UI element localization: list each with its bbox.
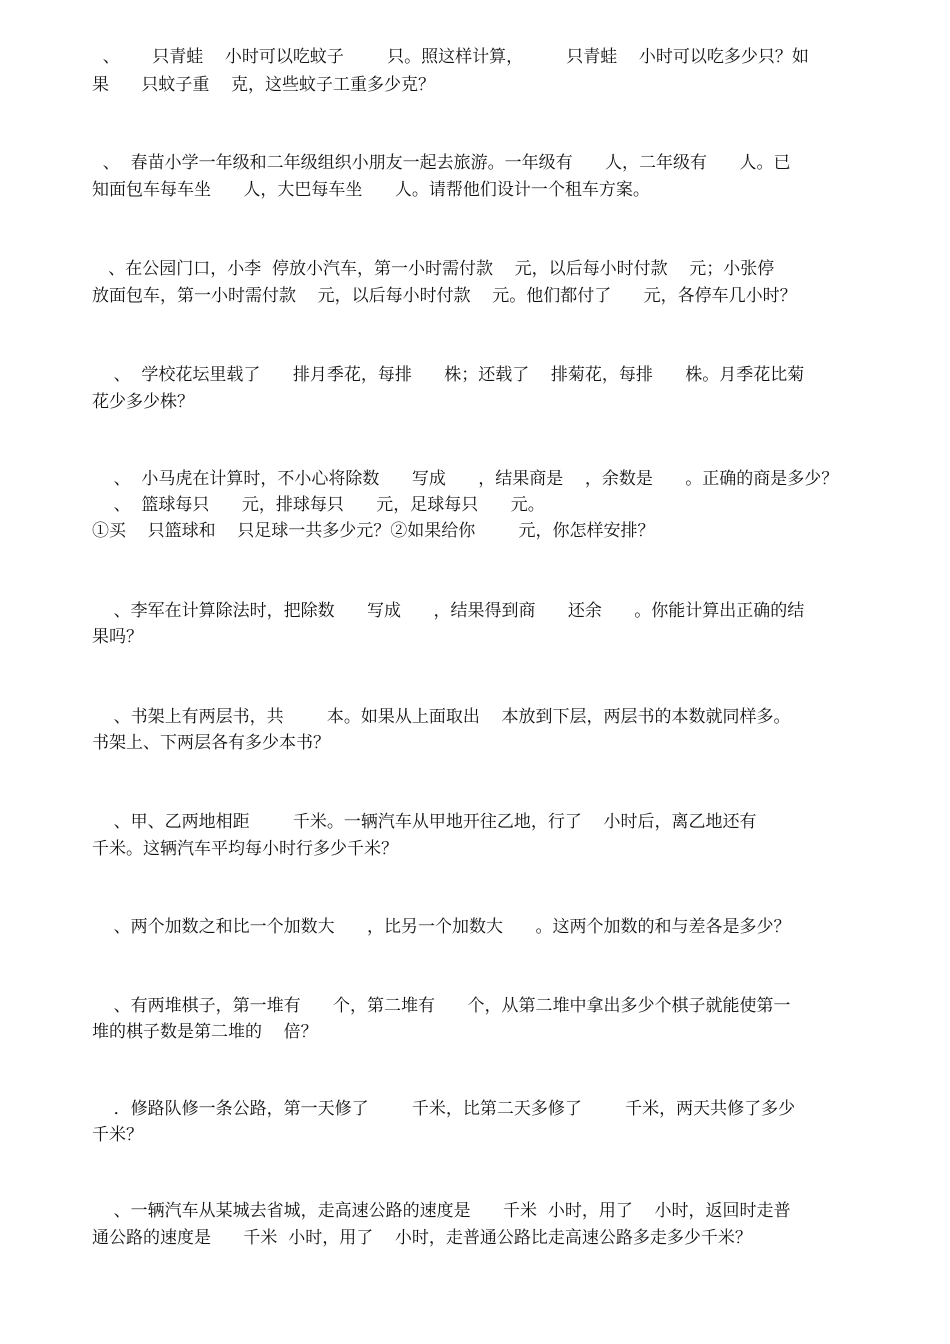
problem-11-line-2: 千米？ [92,1125,143,1145]
problem-10-line-1: 、有两堆棋子，第一堆有 个，第二堆有 个，从第二堆中拿出多少个棋子就能使第一 [92,996,791,1016]
problem-8-line-1: 、甲、乙两地相距 千米。一辆汽车从甲地开往乙地，行了 小时后，离乙地还有 [92,812,757,832]
problem-5-line-3: ①买 只篮球和 只足球一共多少元？②如果给你 元，你怎样安排？ [92,521,655,541]
problem-5-line-2: 、 篮球每只 元，排球每只 元，足球每只 元。 [92,495,545,515]
problem-11-line-1: ．修路队修一条公路，第一天修了 千米，比第二天多修了 千米，两天共修了多少 [92,1099,796,1119]
problem-12-line-2: 通公路的速度是 千米 小时，用了 小时，走普通公路比走高速公路多走多少千米？ [92,1228,752,1248]
problem-12-line-1: 、一辆汽车从某城去省城，走高速公路的速度是 千米 小时，用了 小时，返回时走普 [92,1201,791,1221]
problem-1-line-2: 果 只蚊子重 克，这些蚊子工重多少克？ [92,75,436,95]
problem-8-line-2: 千米。这辆汽车平均每小时行多少千米？ [92,839,398,859]
problem-2-line-2: 知面包车每车坐 人，大巴每车坐 人。请帮他们设计一个租车方案。 [92,180,650,200]
problem-7-line-1: 、书架上有两层书，共 本。如果从上面取出 本放到下层，两层书的本数就同样多。 [92,707,791,727]
problem-6-line-1: 、李军在计算除法时，把除数 写成 ，结果得到商 还余 。你能计算出正确的结 [92,601,805,621]
problem-9-line-1: 、两个加数之和比一个加数大 ，比另一个加数大 。这两个加数的和与差各是多少？ [92,917,791,937]
problem-2-line-1: 、 春苗小学一年级和二年级组织小朋友一起去旅游。一年级有 人，二年级有 人。已 [92,153,791,173]
problem-7-line-2: 书架上、下两层各有多少本书？ [92,733,330,753]
problem-3-line-2: 放面包车，第一小时需付款 元，以后每小时付款 元。他们都付了 元，各停车几小时？ [92,286,797,306]
problem-5-line-1: 、 小马虎在计算时，不小心将除数 写成 ，结果商是 ，余数是 。正确的商是多少？ [92,469,839,489]
problem-1-line-1: 、 只青蛙 小时可以吃蚊子 只。照这样计算， 只青蛙 小时可以吃多少只？如 [92,47,809,67]
problem-4-line-1: 、 学校花坛里载了 排月季花，每排 株；还载了 排菊花，每排 株。月季花比菊 [92,365,805,385]
problem-10-line-2: 堆的棋子数是第二堆的 倍？ [92,1022,318,1042]
problem-4-line-2: 花少多少株？ [92,392,194,412]
problem-3-line-1: 、在公园门口，小李 停放小汽车，第一小时需付款 元，以后每小时付款 元；小张停 [92,259,775,279]
problem-6-line-2: 果吗？ [92,627,143,647]
